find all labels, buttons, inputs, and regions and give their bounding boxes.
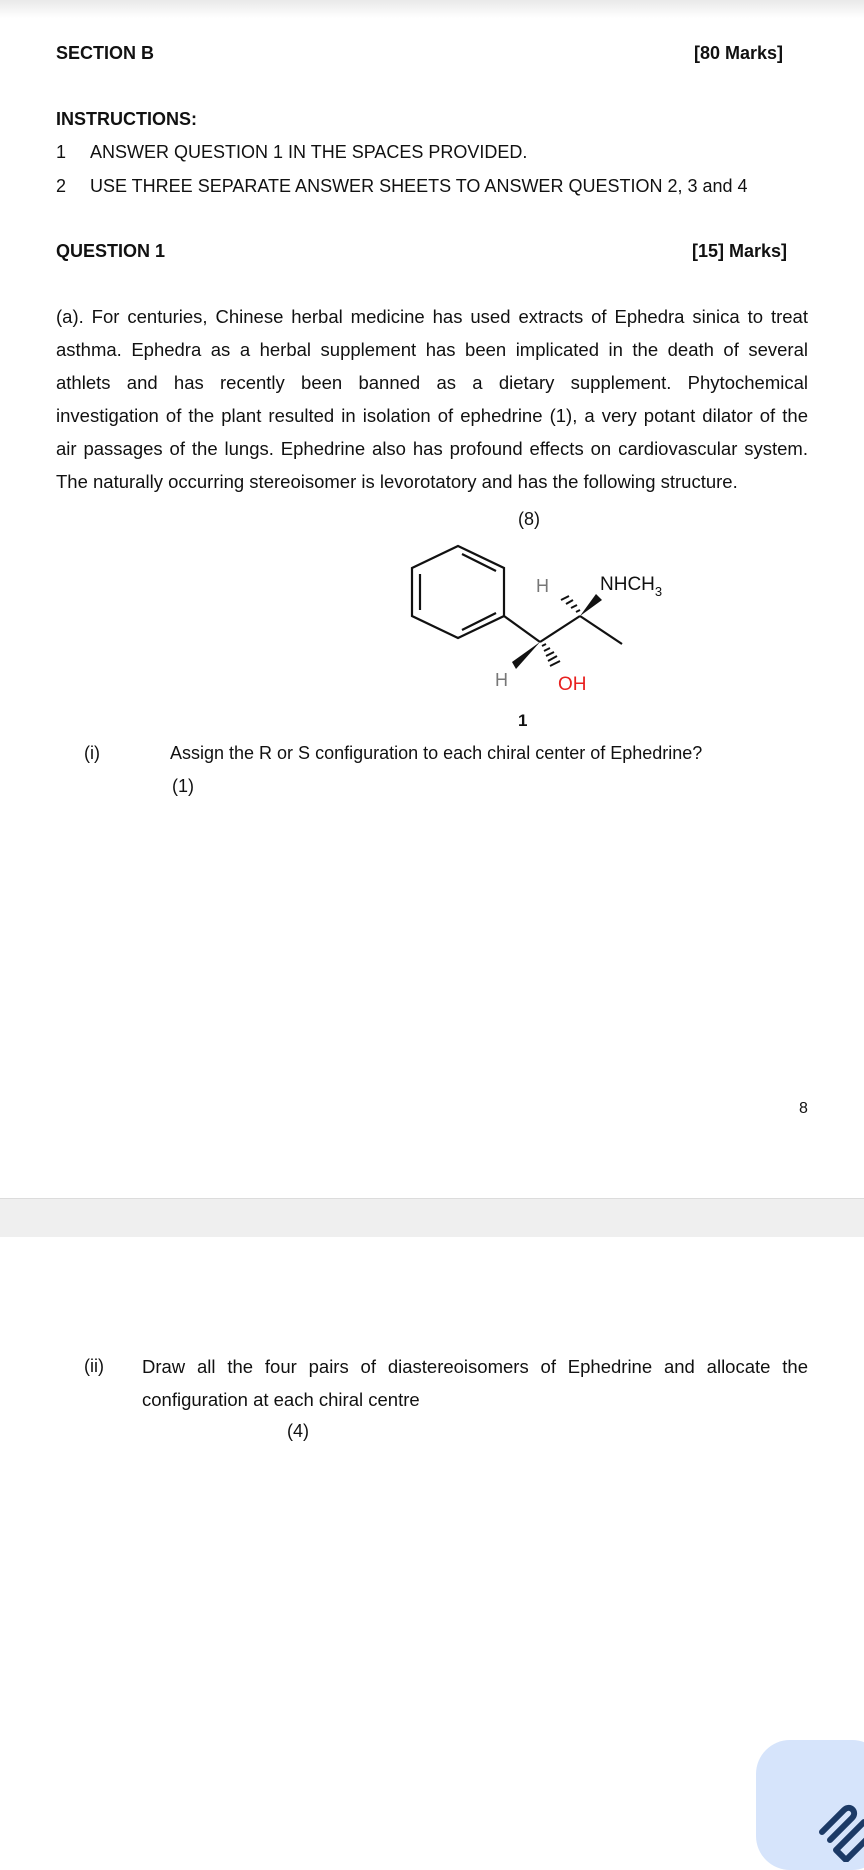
subquestion-marks: (1) xyxy=(172,776,194,796)
instruction-text: ANSWER QUESTION 1 IN THE SPACES PROVIDED. xyxy=(90,142,528,162)
paragraph-line: The naturally occurring stereoisomer is levorotatory and has the following structure. xyxy=(56,471,738,492)
bond xyxy=(504,616,540,642)
hashed-bond xyxy=(561,596,580,612)
section-marks: [80 Marks] xyxy=(694,43,784,63)
compound-number: 1 xyxy=(518,711,528,730)
subquestion-line: configuration at each chiral centre xyxy=(142,1389,420,1410)
paragraph-line: investigation of the plant resulted in isolation of ephedrine (1), a very potant dilator of the xyxy=(56,405,808,426)
instruction-number: 2 xyxy=(56,176,67,196)
instructions-heading: INSTRUCTIONS: xyxy=(56,109,197,129)
document-page-2 xyxy=(0,1237,864,1850)
hydroxyl-label: OH xyxy=(558,674,587,695)
bond xyxy=(540,616,580,642)
benzene-ring xyxy=(412,546,504,638)
hydrogen-label: H xyxy=(536,576,549,596)
bond xyxy=(580,616,622,644)
part-a-marks: (8) xyxy=(518,509,540,529)
section-title: SECTION B xyxy=(56,43,155,63)
question-marks: [15] Marks] xyxy=(692,241,788,261)
subquestion-text xyxy=(142,1350,808,1416)
nhch3-label: $NHCH_3$ xyxy=(600,574,663,599)
subquestion-label: (ii) xyxy=(84,1356,104,1376)
paragraph-line: asthma. Ephedra as a herbal supplement has been implicated in the death of several xyxy=(56,339,808,360)
paragraph-line: air passages of the lungs. Ephedrine also has profound effects on cardiovascular system. xyxy=(56,438,808,459)
part-a-paragraph xyxy=(56,300,808,498)
subquestion-line: Draw all the four pairs of diastereoisomers of Ephedrine and allocate the xyxy=(142,1356,808,1377)
ephedrine-structure xyxy=(400,540,700,730)
subquestion-marks: (4) xyxy=(287,1421,309,1441)
page-separator xyxy=(0,1198,864,1238)
subquestion-text: Assign the R or S configuration to each chiral center of Ephedrine? xyxy=(170,743,703,763)
instruction-number: 1 xyxy=(56,142,67,162)
page-number: 8 xyxy=(799,1100,808,1117)
edit-button[interactable] xyxy=(756,1740,864,1870)
wedge-bond xyxy=(512,642,540,669)
instruction-text: USE THREE SEPARATE ANSWER SHEETS TO ANSWER QUESTION 2, 3 and 4 xyxy=(90,176,748,196)
paragraph-line: (a). For centuries, Chinese herbal medicine has used extracts of Ephedra sinica to treat xyxy=(56,306,808,327)
hashed-bond xyxy=(542,644,560,666)
question-title: QUESTION 1 xyxy=(56,241,166,261)
subquestion-label: (i) xyxy=(84,743,100,763)
hydrogen-label: H xyxy=(495,670,508,690)
paragraph-line: athlets and has recently been banned as a dietary supplement. Phytochemical xyxy=(56,372,808,393)
wedge-bond xyxy=(580,594,602,616)
edit-pen-icon xyxy=(814,1792,864,1862)
top-shadow xyxy=(0,0,864,18)
